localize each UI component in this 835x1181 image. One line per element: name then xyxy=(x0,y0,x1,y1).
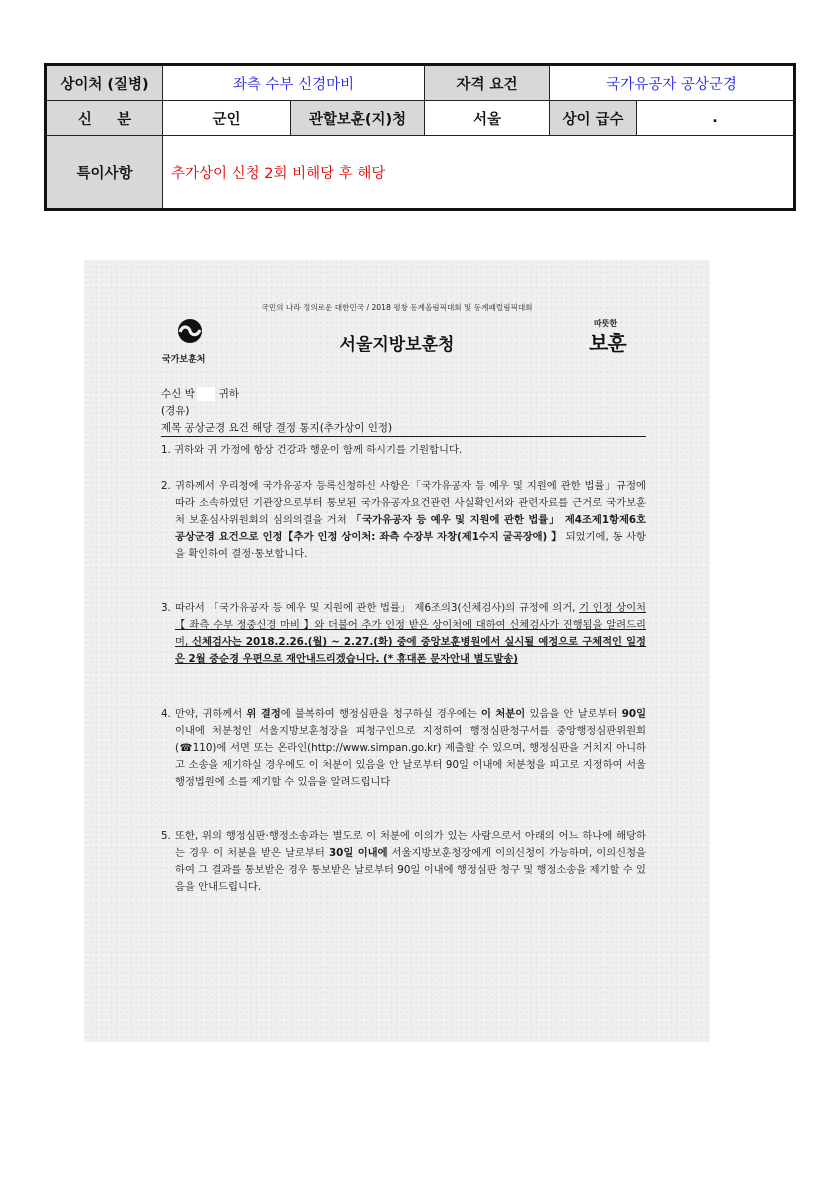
recipient-suffix: 귀하 xyxy=(218,388,240,400)
bohun-label: 보훈 xyxy=(589,331,626,355)
summary-row-notes xyxy=(46,136,795,210)
grade-value: . xyxy=(637,101,795,136)
recipient-prefix: 수신 박 xyxy=(161,388,195,400)
warm-label: 따뜻한 xyxy=(594,319,618,328)
summary-row-status xyxy=(46,101,795,136)
paragraph-3: 3. 따라서 「국가유공자 등 예우 및 지원에 관한 법률」 제6조의3(신체검사)의 규정에 의거, 기 인정 상이처【 좌측 수부 정중신경 마비 】와 더불어 추가 인정 받은 상이처에 대하여 신체검사가 진행됨을 알려드리며, 신체검사는 2018.2.26.(월) ~ 2.27.(화) 중에 중앙보훈병원에서 실시될 예정으로 구체적인 일정은 2월 중순경 우편으로 재안내드리겠습니다. (* 휴대폰 문자안내 별도발송) xyxy=(161,602,646,665)
injury-value: 좌측 수부 신경마비 xyxy=(163,65,425,101)
injury-label: 상이처 (질병) xyxy=(46,65,163,101)
subject-divider xyxy=(161,436,646,437)
summary-table xyxy=(44,63,796,211)
subject-line: 제목 공상군경 요건 해당 결정 통지(추가상이 인정) xyxy=(161,422,393,434)
redaction-box xyxy=(197,387,215,401)
recipient-line xyxy=(161,386,239,401)
scanned-letter xyxy=(84,260,710,1042)
paragraph-2: 2. 귀하께서 우리청에 국가유공자 등록신청하신 사항은「국가유공자 등 예우 및 지원에 관한 법률」규정에 따라 소속하였던 기관장으로부터 통보된 국가유공자요건관련 사실확인서와 관련자료를 근거로 국가보훈처 보훈심사위원회의 심의의결을 거쳐 「국가유공자 등 예우 및 지원에 관한 법률」 제4조제1항제6호 공상군경 요건으로 인정【추가 인정 상이처: 좌측 수장부 자창(제1수지 굴곡장애) 】 되었기에, 동 사항을 확인하여 결정·통보합니다. xyxy=(161,480,646,560)
notes-label: 특이사항 xyxy=(46,136,163,210)
org-name: 서울지방보훈청 xyxy=(339,335,455,355)
qualification-value: 국가유공자 공상군경 xyxy=(550,65,795,101)
letter-slogan: 국민의 나라 정의로운 대한민국 / 2018 평창 동계올림픽대회 및 동계패럴림픽대회 xyxy=(261,303,533,312)
office-value: 서울 xyxy=(425,101,550,136)
paragraph-4: 4. 만약, 귀하께서 위 결정에 불복하여 행정심판을 청구하실 경우에는 이 처분이 있음을 안 날로부터 90일 이내에 처분청인 서울지방보훈청장을 피청구인으로 지정하여 행정심판청구서를 중앙행정심판위원회(☎110)에 서면 또는 온라인(http://www.simpan.go.kr) 제출할 수 있으며, 행정심판을 거치지 아니하고 소송을 제기하실 경우에도 이 처분이 있음을 안 날로부터 90일 이내에 처분청을 피고로 지정하여 서울행정법원에 소를 제기할 수 있음을 알려드립니다 xyxy=(161,708,647,788)
summary-row-injury xyxy=(46,65,795,101)
grade-label: 상이 급수 xyxy=(550,101,637,136)
qualification-label: 자격 요건 xyxy=(425,65,550,101)
office-label: 관할보훈(지)청 xyxy=(291,101,425,136)
status-label: 신 분 xyxy=(46,101,163,136)
logo-label: 국가보훈처 xyxy=(162,355,206,365)
notes-value: 추가상이 신청 2회 비해당 후 해당 xyxy=(163,136,795,210)
paragraph-1: 1. 귀하와 귀 가정에 항상 건강과 행운이 함께 하시기를 기원합니다. xyxy=(161,444,463,456)
status-value: 군인 xyxy=(163,101,291,136)
via-line: (경유) xyxy=(161,405,190,417)
paragraph-5: 5. 또한, 위의 행정심판·행정소송과는 별도로 이 처분에 이의가 있는 사람으로서 아래의 어느 하나에 해당하는 경우 이 처분을 받은 날로부터 30일 이내에 서울지방보훈청장에게 이의신청이 가능하며, 이의신청을 하여 그 결과를 통보받은 경우 통보받은 날로부터 90일 이내에 행정심판 청구 및 행정소송을 제기할 수 있음을 안내드립니다. xyxy=(161,830,646,893)
